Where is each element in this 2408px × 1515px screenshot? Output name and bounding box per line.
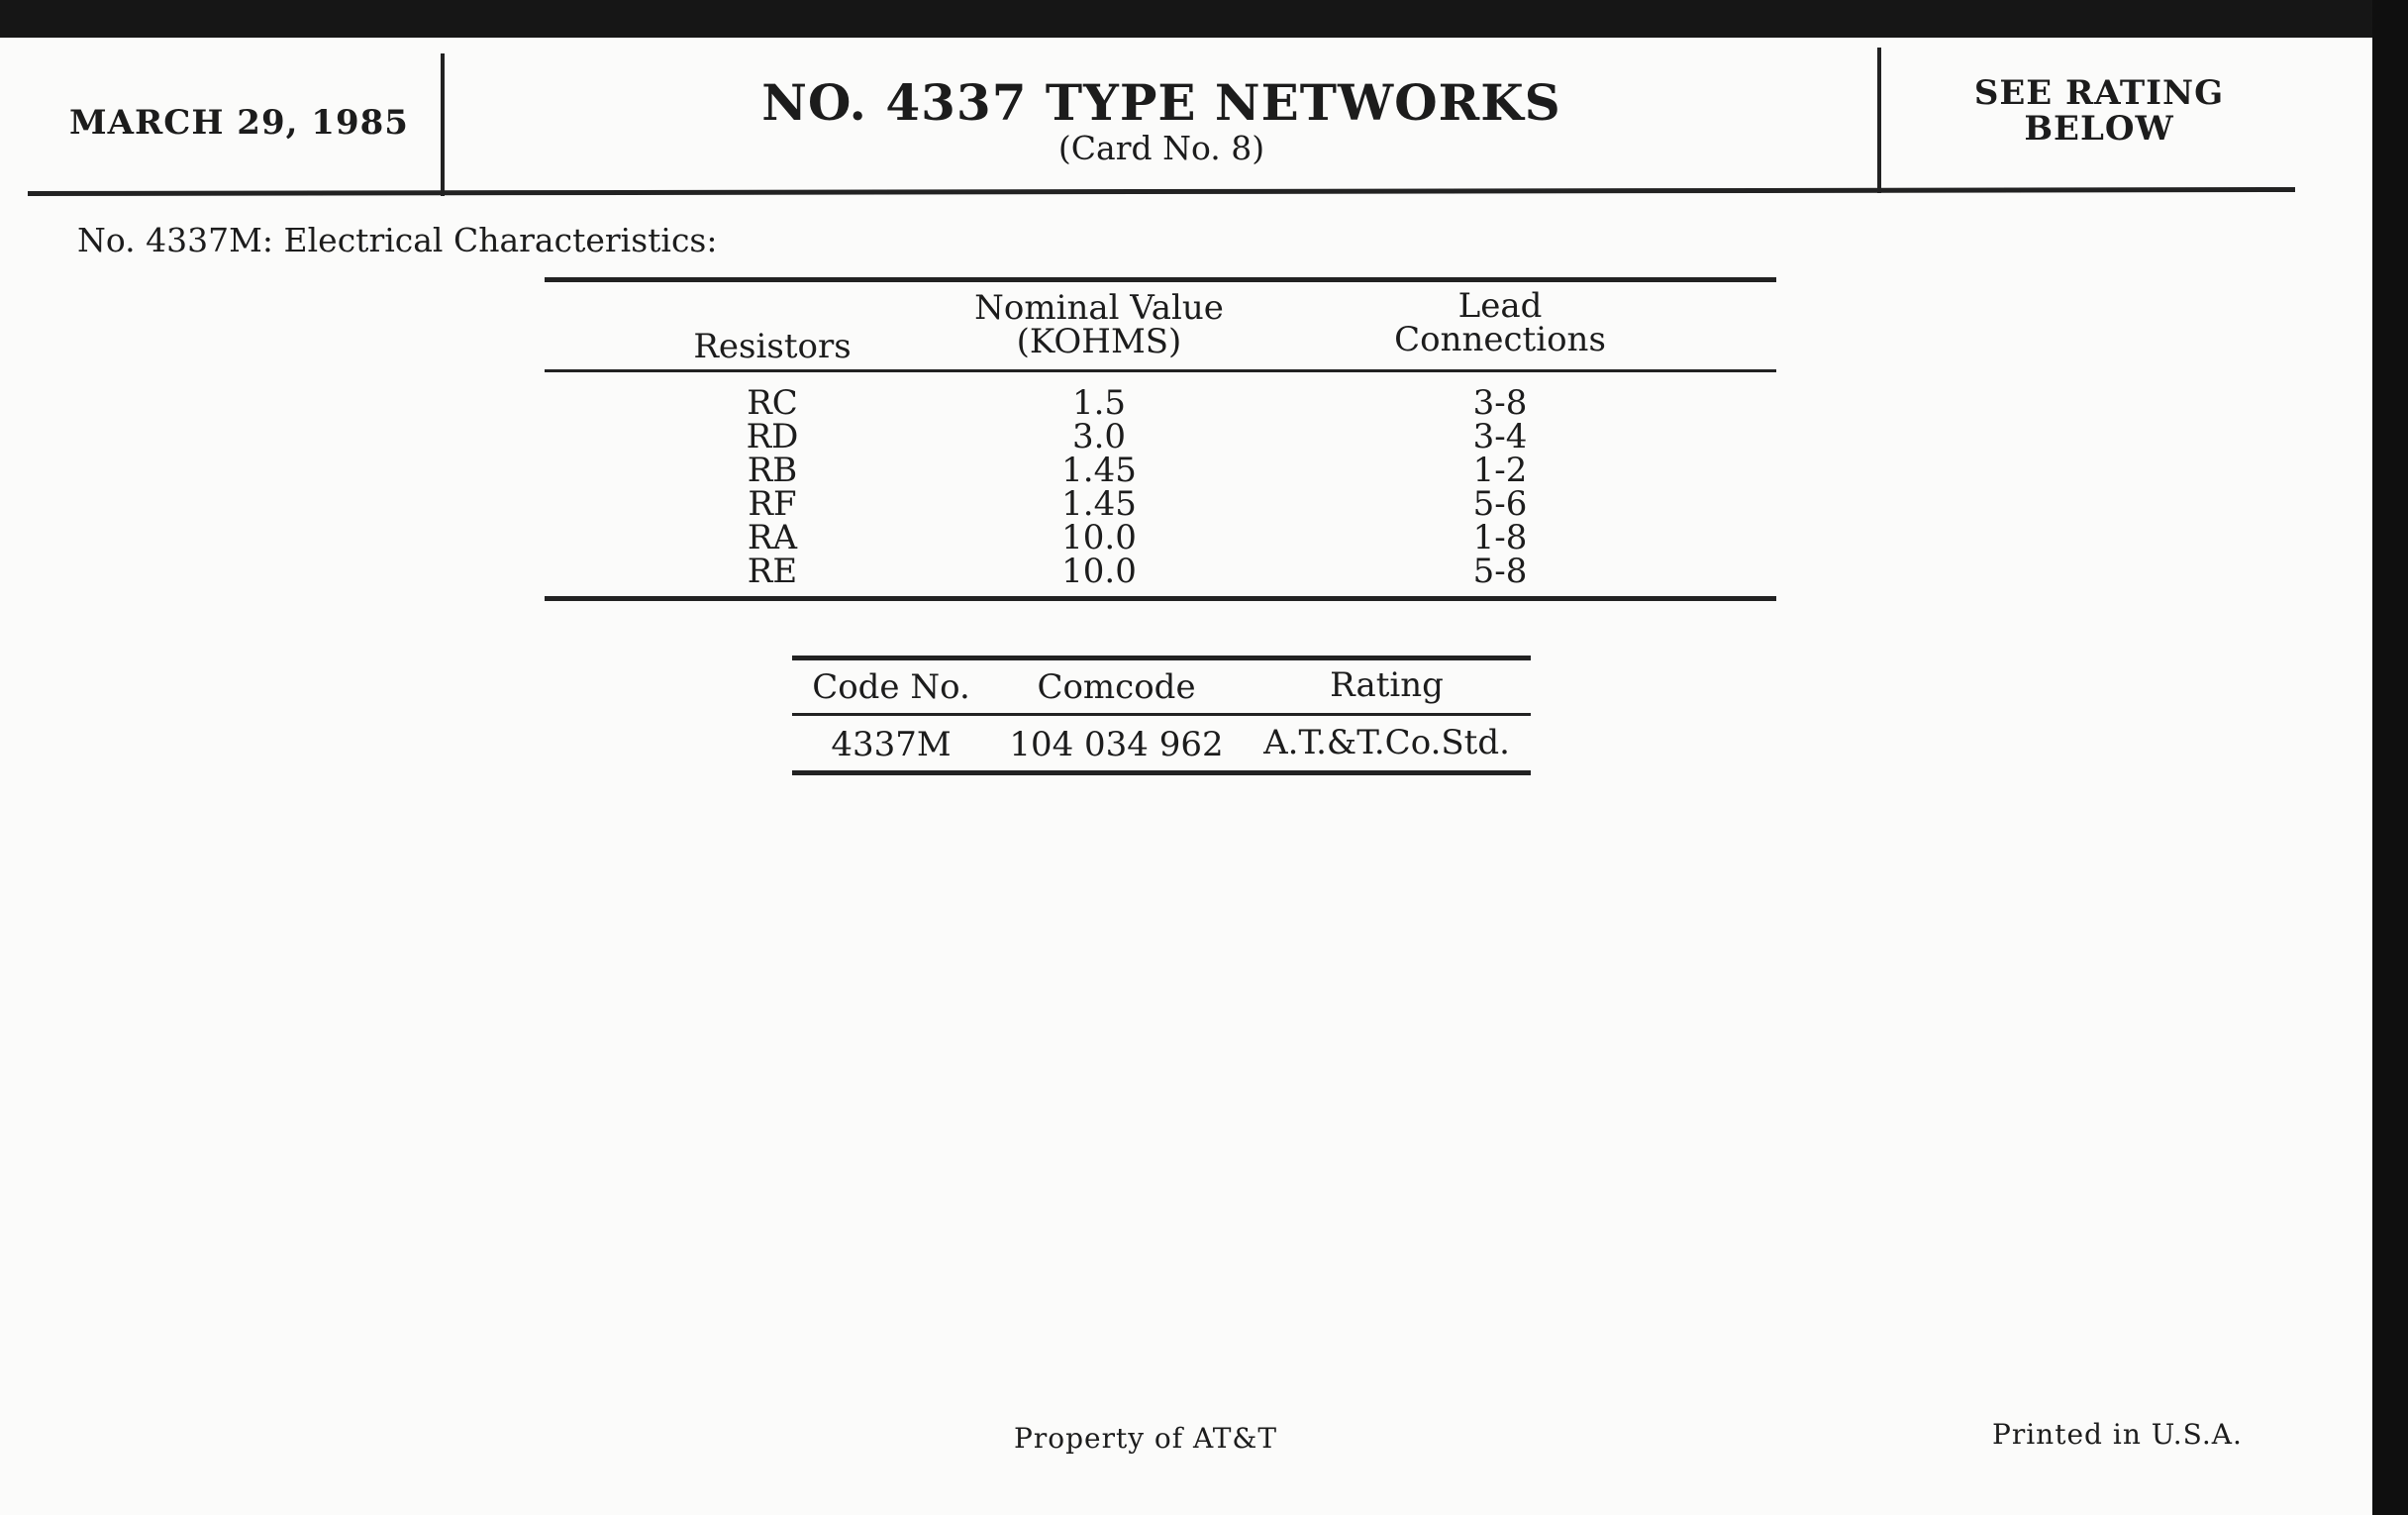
code-no-value: 4337M — [831, 725, 952, 764]
lead-connection: 5-8 — [1472, 552, 1528, 591]
col-header-nominal-line1: Nominal Value — [974, 288, 1224, 328]
lead-connection: 3-4 — [1472, 417, 1528, 456]
nominal-value: 1.45 — [1061, 451, 1137, 490]
resistor-name: RA — [747, 518, 798, 557]
nominal-value: 1.45 — [1061, 484, 1137, 524]
card-date: MARCH 29, 1985 — [69, 103, 409, 143]
resistor-name: RE — [747, 552, 798, 591]
header-divider-left — [441, 53, 445, 196]
code-table-header-rule — [792, 713, 1531, 716]
col-header-lead-line2: Connections — [1394, 320, 1606, 359]
table-row — [545, 484, 1776, 524]
header-rule — [28, 187, 2295, 196]
col-header-lead-line1: Lead — [1457, 286, 1543, 326]
table-row — [545, 417, 1776, 456]
card-title: NO. 4337 TYPE NETWORKS — [761, 73, 1561, 132]
nominal-value: 10.0 — [1061, 552, 1137, 591]
table-row — [545, 451, 1776, 490]
resistor-name: RD — [746, 417, 799, 456]
reference-card — [0, 38, 2372, 1515]
header-rating-note — [1881, 75, 2317, 147]
rating-value: A.T.&T.Co.Std. — [1263, 723, 1510, 762]
col-header-resistors: Resistors — [693, 327, 852, 366]
col-header-nominal-line2: (KOHMS) — [1016, 322, 1182, 361]
nominal-value: 1.5 — [1071, 383, 1127, 423]
comcode-value: 104 034 962 — [1009, 725, 1224, 764]
lead-connection: 1-8 — [1472, 518, 1528, 557]
col-header-code-no: Code No. — [812, 667, 970, 707]
col-header-comcode: Comcode — [1037, 667, 1196, 707]
nominal-value: 3.0 — [1071, 417, 1127, 456]
col-header-lead-connections — [1337, 286, 1663, 359]
footer-printed: Printed in U.S.A. — [1992, 1418, 2243, 1451]
code-table-top-rule — [792, 656, 1531, 660]
col-header-nominal-value — [941, 288, 1257, 361]
rating-note-line1: SEE RATING — [1973, 73, 2225, 113]
resistor-table-bottom-rule — [545, 596, 1776, 601]
resistor-table-top-rule — [545, 277, 1776, 282]
table-row — [545, 552, 1776, 591]
resistor-table-header-rule — [545, 369, 1776, 372]
resistor-name: RB — [747, 451, 798, 490]
table-row — [545, 518, 1776, 557]
lead-connection: 5-6 — [1472, 484, 1528, 524]
footer-property: Property of AT&T — [1014, 1422, 1278, 1455]
resistor-name: RC — [747, 383, 798, 423]
lead-connection: 3-8 — [1472, 383, 1528, 423]
table-row — [545, 383, 1776, 423]
lead-connection: 1-2 — [1472, 451, 1528, 490]
card-subtitle: (Card No. 8) — [1057, 129, 1265, 167]
rating-note-line2: BELOW — [2024, 109, 2174, 149]
resistor-name: RF — [748, 484, 797, 524]
code-table-bottom-rule — [792, 770, 1531, 775]
nominal-value: 10.0 — [1061, 518, 1137, 557]
scan-edge — [2372, 0, 2408, 1515]
col-header-rating: Rating — [1330, 665, 1444, 705]
section-heading: No. 4337M: Electrical Characteristics: — [77, 221, 718, 259]
